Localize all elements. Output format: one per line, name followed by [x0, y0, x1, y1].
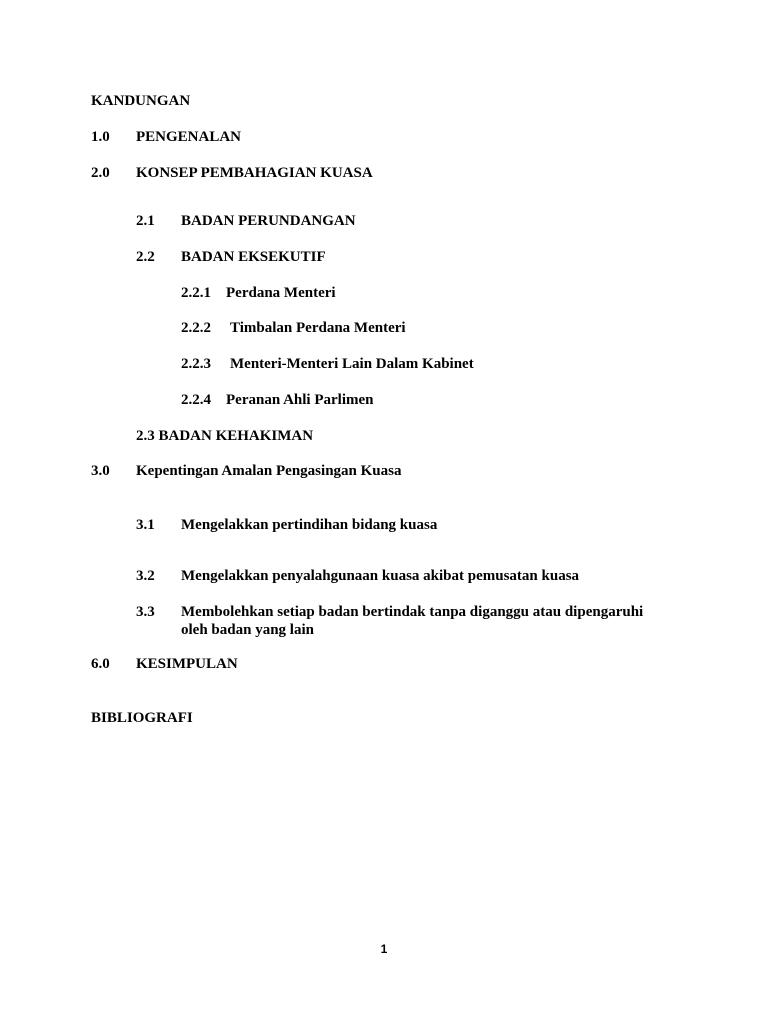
toc-bibliography: BIBLIOGRAFI: [91, 710, 193, 726]
toc-entry-number: 1.0: [91, 129, 110, 145]
toc-entry-title: 2.3 BADAN KEHAKIMAN: [136, 428, 314, 444]
toc-entry-number: 2.2.1: [181, 285, 211, 301]
toc-entry-title: Perdana Menteri: [226, 285, 336, 301]
toc-entry-number: 2.2.2: [181, 320, 211, 336]
toc-entry-title-continued: oleh badan yang lain: [181, 622, 314, 638]
toc-entry-title: Membolehkan setiap badan bertindak tanpa diganggu atau dipengaruhi: [181, 604, 644, 620]
toc-entry-number: 2.2: [136, 249, 155, 265]
toc-heading: KANDUNGAN: [91, 93, 191, 109]
toc-entry-title: Peranan Ahli Parlimen: [226, 392, 374, 408]
toc-entry-title: Timbalan Perdana Menteri: [230, 320, 406, 336]
toc-entry-title: Kepentingan Amalan Pengasingan Kuasa: [136, 463, 402, 479]
page-number: 1: [380, 942, 388, 956]
toc-entry-title: PENGENALAN: [136, 129, 242, 145]
toc-entry-title: KONSEP PEMBAHAGIAN KUASA: [136, 165, 373, 181]
toc-entry-title: Mengelakkan pertindihan bidang kuasa: [181, 517, 438, 533]
toc-entry-title: BADAN EKSEKUTIF: [181, 249, 326, 265]
toc-entry-title: Menteri-Menteri Lain Dalam Kabinet: [230, 356, 474, 372]
toc-entry-title: Mengelakkan penyalahgunaan kuasa akibat pemusatan kuasa: [181, 568, 580, 584]
toc-entry-title: KESIMPULAN: [136, 656, 238, 672]
toc-entry-number: 2.1: [136, 213, 155, 229]
toc-entry-title: BADAN PERUNDANGAN: [181, 213, 356, 229]
toc-entry-number: 2.2.3: [181, 356, 211, 372]
toc-entry-number: 3.0: [91, 463, 110, 479]
toc-entry-number: 3.3: [136, 604, 155, 620]
toc-entry-number: 6.0: [91, 656, 110, 672]
toc-entry-number: 3.1: [136, 517, 155, 533]
toc-entry-number: 3.2: [136, 568, 155, 584]
toc-entry-number: 2.0: [91, 165, 110, 181]
toc-entry-number: 2.2.4: [181, 392, 211, 408]
